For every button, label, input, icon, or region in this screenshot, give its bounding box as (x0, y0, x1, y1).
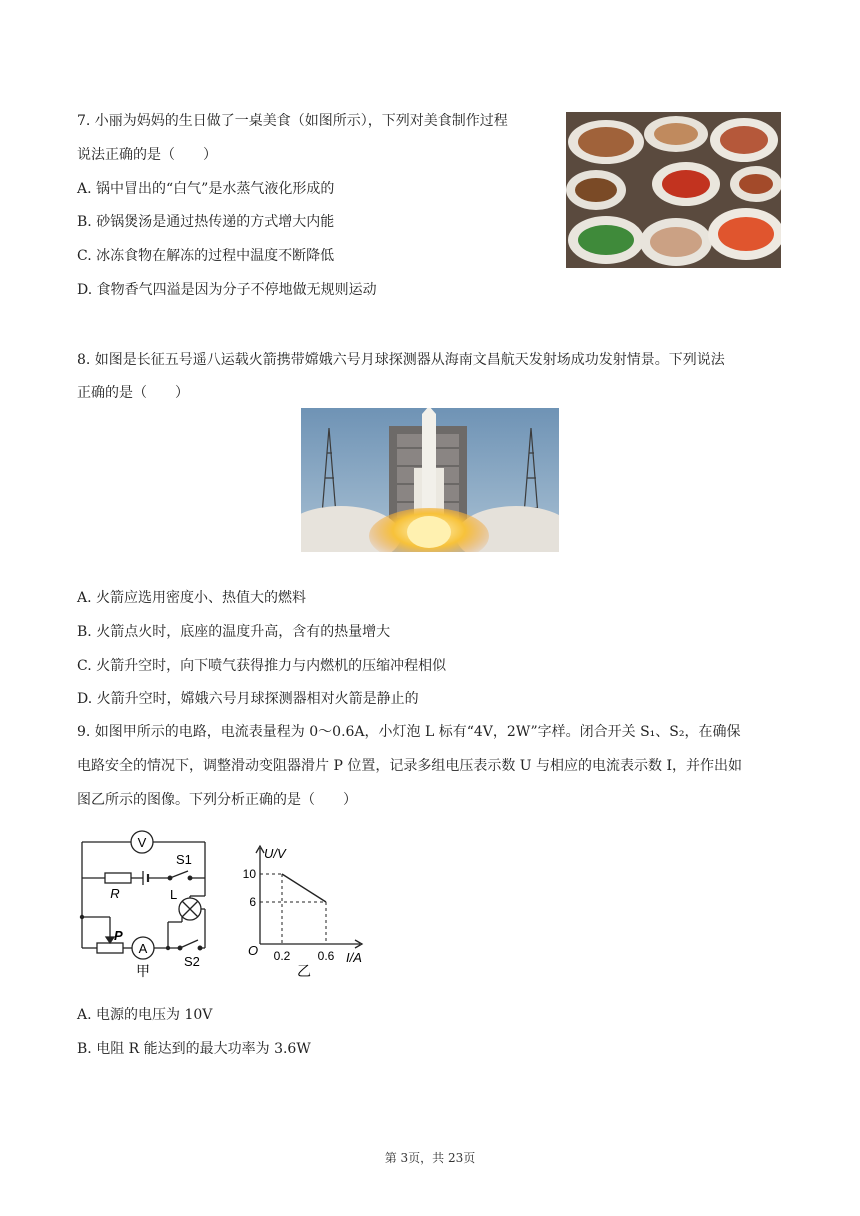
y-tick-label: 6 (249, 895, 256, 909)
lamp-label: L (170, 887, 178, 902)
q7-stem-line2: 说法正确的是（ ） (77, 147, 217, 163)
q7-option-d: D. 食物香气四溢是因为分子不停地做无规则运动 (77, 282, 377, 298)
slider-label: P (114, 928, 123, 943)
q9-stem-line1: 9. 如图甲所示的电路，电流表量程为 0～0.6A，小灯泡 L 标有“4V，2W”字样。闭合开关 S₁、S₂，在确保 (77, 724, 741, 740)
q8-option-a: A. 火箭应选用密度小、热值大的燃料 (77, 590, 307, 606)
q7-option-b: B. 砂锅煲汤是通过热传递的方式增大内能 (77, 214, 335, 230)
y-tick-label: 10 (242, 867, 256, 881)
graph-caption: 乙 (297, 963, 311, 979)
x-axis-label: I/A (346, 950, 362, 965)
x-tick-label: 0.6 (317, 949, 335, 963)
resistor-label: R (110, 886, 120, 901)
switch1-label: S1 (176, 852, 192, 867)
q8-stem-line2: 正确的是（ ） (77, 385, 189, 401)
rocket-launch-photo (301, 408, 559, 552)
q9-option-a: A. 电源的电压为 10V (77, 1007, 213, 1023)
q9-option-b: B. 电阻 R 能达到的最大功率为 3.6W (77, 1041, 311, 1057)
food-photo (566, 112, 781, 268)
ammeter-label: A (138, 941, 148, 956)
circuit-caption: 甲 (136, 963, 150, 979)
q9-stem-line3: 图乙所示的图像。下列分析正确的是（ ） (77, 792, 357, 808)
origin-label: O (248, 943, 259, 958)
q8-option-d: D. 火箭升空时，嫦娥六号月球探测器相对火箭是静止的 (77, 691, 419, 707)
switch2-label: S2 (184, 954, 200, 969)
series-line (282, 874, 326, 902)
q8-option-c: C. 火箭升空时，向下喷气获得推力与内燃机的压缩冲程相似 (77, 658, 447, 674)
q8-stem-line1: 8. 如图是长征五号遥八运载火箭携带嫦娥六号月球探测器从海南文昌航天发射场成功发射情景。下列说法 (77, 352, 725, 368)
q7-option-a: A. 锅中冒出的“白气”是水蒸气液化形成的 (77, 181, 335, 197)
q7-option-c: C. 冰冻食物在解冻的过程中温度不断降低 (77, 248, 335, 264)
x-tick-label: 0.2 (273, 949, 291, 963)
q8-option-b: B. 火箭点火时，底座的温度升高，含有的热量增大 (77, 624, 391, 640)
u-i-graph (238, 840, 378, 980)
page-footer: 第 3页，共 23页 (384, 1151, 476, 1165)
q7-stem-line1: 7. 小丽为妈妈的生日做了一桌美食（如图所示），下列对美食制作过程 (77, 113, 508, 129)
circuit-diagram (70, 822, 230, 982)
voltmeter-label: V (137, 835, 147, 850)
q9-stem-line2: 电路安全的情况下，调整滑动变阻器滑片 P 位置，记录多组电压表示数 U 与相应的电流表示数 I，并作出如 (77, 758, 742, 774)
y-axis-label: U/V (264, 846, 286, 861)
